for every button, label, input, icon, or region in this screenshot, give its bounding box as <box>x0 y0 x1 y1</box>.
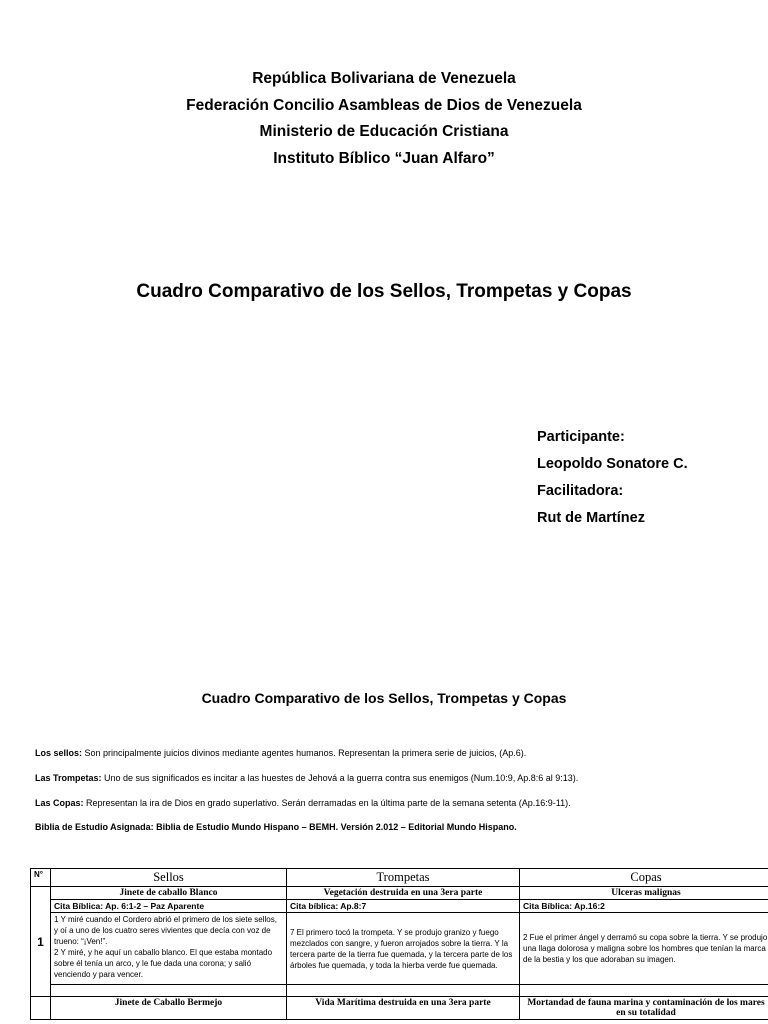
header-line-instituto: Instituto Bíblico “Juan Alfaro” <box>273 149 495 167</box>
sellos-subheading: Jinete de caballo Blanco <box>51 887 287 900</box>
empty-cell <box>51 985 287 997</box>
definition-trompetas <box>35 773 578 783</box>
trompetas-verse: 7 El primero tocó la trompeta. Y se produjo granizo y fuego mezclados con sangre, y fueron arrojados sobre la tierra. Y la tercera parte de la tierra fue quemada, y la tercera parte de los árboles fue quemada, y toda la hierba verde fue quemada. <box>287 913 520 985</box>
document-header <box>0 66 768 172</box>
copas-subheading: Ulceras malignas <box>520 887 768 900</box>
trompetas-subheading: Vegetación destruida en una 3era parte <box>287 887 520 900</box>
table-row <box>31 887 768 900</box>
section-title: Cuadro Comparativo de los Sellos, Trompetas y Copas <box>201 690 567 706</box>
empty-cell <box>287 985 520 997</box>
facilitadora-label: Facilitadora: <box>537 483 624 499</box>
header-line-republica: República Bolivariana de Venezuela <box>252 70 516 87</box>
definition-copas-text: Representan la ira de Dios en grado superlativo. Serán derramadas en la última parte de la semana setenta (Ap.16:9-11). <box>83 798 571 808</box>
sellos-verse: 1 Y miré cuando el Cordero abrió el primero de los siete sellos, y oí a uno de los cuatro seres vivientes que decía con voz de trueno: “¡Ven!”. 2 Y miré, y he aquí un caballo blanco. El que estaba montado sobre él tenía un arco, y le fue dada una corona; y salió venciendo y para vencer. <box>51 913 287 985</box>
participante-name: Leopoldo Sonatore C. <box>537 456 688 472</box>
trompetas-subheading-2: Vida Marítima destruida en una 3era parte <box>287 997 520 1020</box>
row-number: 1 <box>31 887 51 997</box>
copas-verse: 2 Fue el primer ángel y derramó su copa sobre la tierra. Y se produjo una llaga dolorosa y maligna sobre los hombres que tenían la marca de la bestia y los que adoraban su imagen. <box>520 913 768 985</box>
definition-sellos-label: Los sellos: <box>35 748 83 758</box>
sellos-subheading-2: Jinete de Caballo Bermejo <box>51 997 287 1020</box>
definition-trompetas-label: Las Trompetas: <box>35 773 102 783</box>
participants-block <box>537 424 688 532</box>
table-row <box>31 997 768 1020</box>
empty-cell <box>520 985 768 997</box>
facilitadora-name: Rut de Martínez <box>537 510 645 526</box>
participante-label: Participante: <box>537 429 625 445</box>
header-trompetas: Trompetas <box>287 869 520 887</box>
table-header-row <box>31 869 768 887</box>
definition-sellos-text: Son principalmente juicios divinos mediante agentes humanos. Representan la primera serie de juicios, (Ap.6). <box>82 748 527 758</box>
definition-trompetas-text: Uno de sus significados es incitar a las huestes de Jehová a la guerra contra sus enemigos (Num.10:9, Ap.8:6 al 9:13). <box>101 773 579 783</box>
table-row <box>31 985 768 997</box>
header-line-ministerio: Ministerio de Educación Cristiana <box>259 123 509 140</box>
copas-subheading-2: Mortandad de fauna marina y contaminación de los mares en su totalidad <box>520 997 768 1020</box>
main-title: Cuadro Comparativo de los Sellos, Trompetas y Copas <box>136 281 632 302</box>
trompetas-cita: Cita bíblica: Ap.8:7 <box>287 900 520 913</box>
header-num: N° <box>31 869 51 887</box>
comparison-table <box>30 868 768 1020</box>
table-row <box>31 913 768 985</box>
empty-cell <box>31 997 51 1020</box>
header-copas: Copas <box>520 869 768 887</box>
biblia-asignada: Biblia de Estudio Asignada: Biblia de Estudio Mundo Hispano – BEMH. Versión 2.012 – Editorial Mundo Hispano. <box>35 822 517 832</box>
copas-cita: Cita Bíblica: Ap.16:2 <box>520 900 768 913</box>
definition-copas <box>35 798 571 808</box>
sellos-cita: Cita Bíblica: Ap. 6:1-2 – Paz Aparente <box>51 900 287 913</box>
header-line-federacion: Federación Concilio Asambleas de Dios de Venezuela <box>186 96 582 114</box>
table-row <box>31 900 768 913</box>
definition-copas-label: Las Copas: <box>35 798 84 808</box>
header-sellos: Sellos <box>51 869 287 887</box>
definition-sellos <box>35 748 526 758</box>
